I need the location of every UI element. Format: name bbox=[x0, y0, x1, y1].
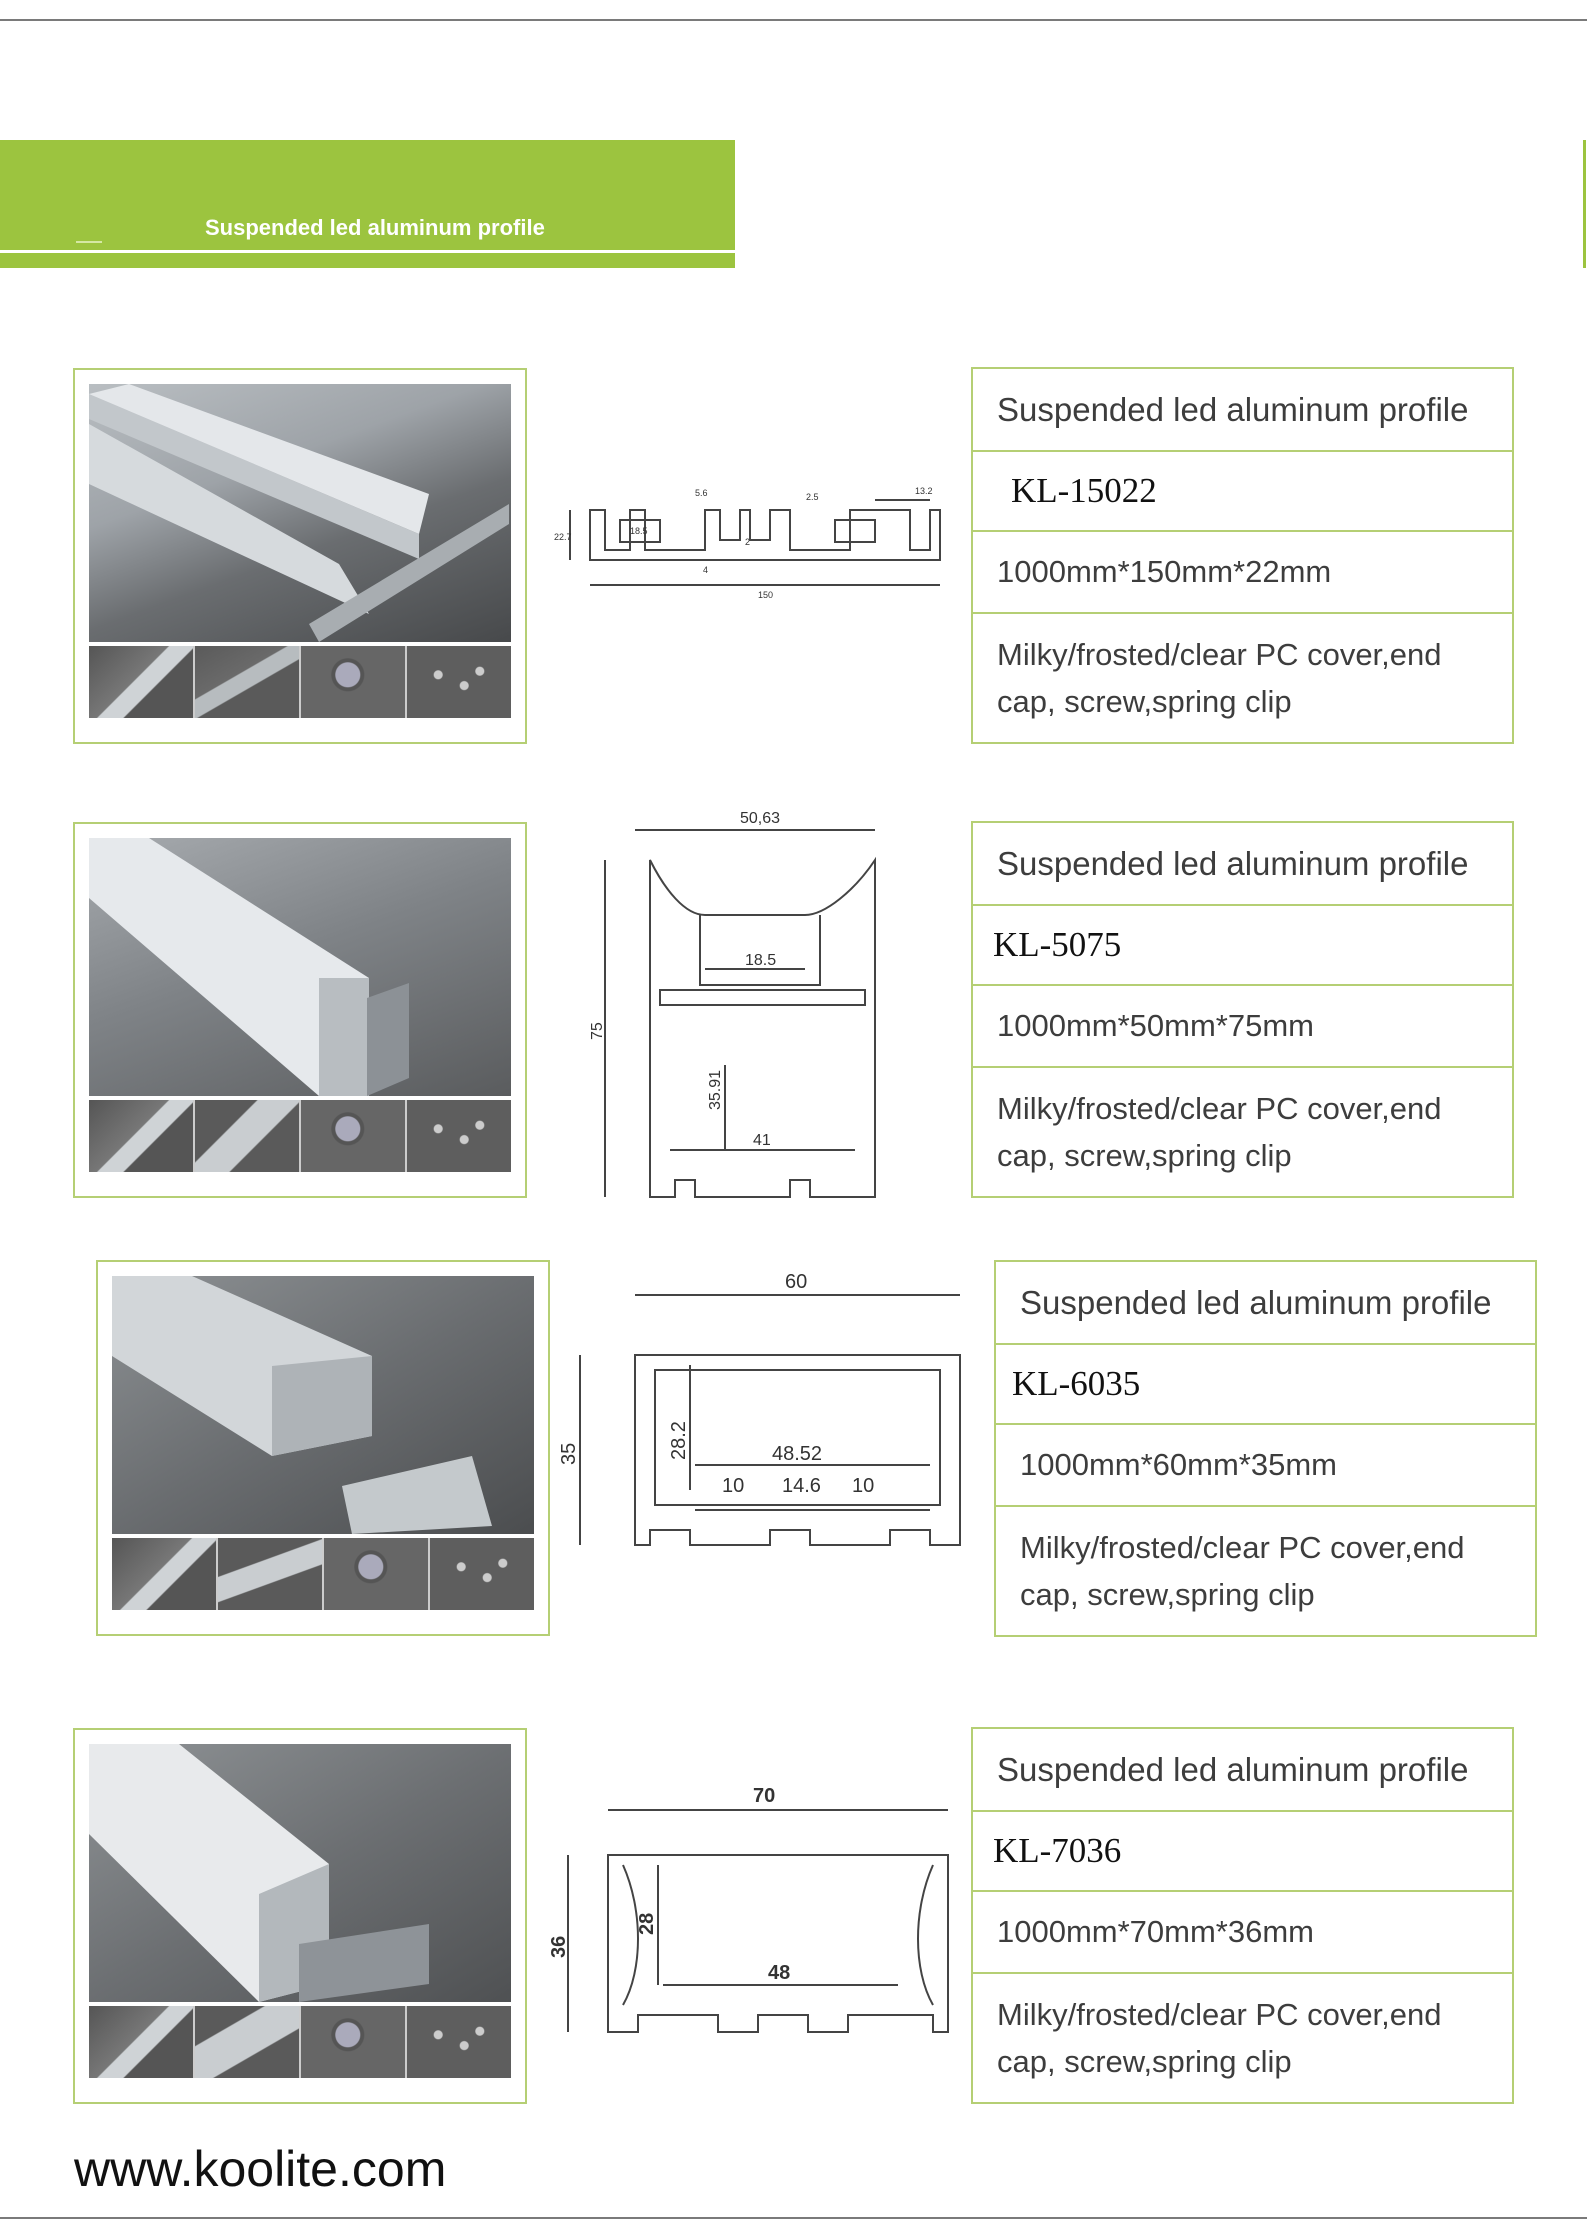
profile-drawing bbox=[589, 805, 895, 1205]
product-photo-frame bbox=[73, 368, 527, 744]
spec-accessories: Milky/frosted/clear PC cover,end cap, screw,spring clip bbox=[997, 637, 1442, 719]
drawing-label: 18.5 bbox=[630, 526, 648, 536]
endcap-thumbnail bbox=[195, 1100, 299, 1172]
spec-model: KL-5075 bbox=[973, 906, 1512, 986]
product-photo bbox=[89, 838, 511, 1096]
spec-model: KL-6035 bbox=[996, 1345, 1535, 1425]
screws-thumbnail bbox=[407, 2006, 511, 2078]
drawing-label: 5.6 bbox=[695, 488, 708, 498]
spec-category: Suspended led aluminum profile bbox=[973, 369, 1512, 452]
drawing-label: 18.5 bbox=[745, 952, 777, 969]
drawing-label: 10 bbox=[722, 1475, 745, 1497]
profile-drawing bbox=[550, 480, 950, 610]
screws-thumbnail bbox=[407, 1100, 511, 1172]
profile-drawing bbox=[560, 1270, 980, 1560]
drawing-label: 60 bbox=[785, 1271, 808, 1293]
banner-stripe bbox=[0, 253, 735, 268]
endcap-thumbnail bbox=[218, 1538, 322, 1610]
screws-thumbnail bbox=[430, 1538, 534, 1610]
top-rule bbox=[0, 19, 1587, 21]
drawing-label: 70 bbox=[753, 1785, 776, 1807]
drawing-label: 14.6 bbox=[782, 1475, 821, 1497]
spec-dimensions: 1000mm*70mm*36mm bbox=[973, 1892, 1512, 1974]
edge-mark bbox=[1583, 140, 1586, 268]
drawing-label: 2 bbox=[745, 537, 751, 547]
drawing-label: 48.52 bbox=[772, 1443, 823, 1465]
spec-model: KL-15022 bbox=[973, 452, 1512, 532]
profile-render bbox=[89, 838, 511, 1096]
drawing-label: 2.5 bbox=[806, 492, 819, 502]
website-link[interactable]: www.koolite.com bbox=[74, 2141, 447, 2197]
spec-category: Suspended led aluminum profile bbox=[973, 823, 1512, 906]
product-photo bbox=[89, 1744, 511, 2002]
endcap-thumbnail bbox=[195, 2006, 299, 2078]
drawing-label: 75 bbox=[589, 1022, 606, 1040]
drawing-label: 150 bbox=[758, 590, 774, 600]
drawing-label: 28.2 bbox=[668, 1421, 690, 1460]
product-photo bbox=[112, 1276, 534, 1534]
product-photo bbox=[89, 384, 511, 642]
profile-drawing bbox=[548, 1770, 968, 2060]
banner-title: Suspended led aluminum profile bbox=[205, 215, 545, 240]
drawing-label: 48 bbox=[768, 1962, 791, 1984]
drawing-label: 36 bbox=[548, 1935, 570, 1958]
accessory-thumbnails bbox=[112, 1538, 534, 1610]
drawing-label: 41 bbox=[753, 1132, 771, 1149]
spec-table bbox=[971, 367, 1514, 744]
drawing-label: 4 bbox=[703, 565, 709, 575]
endcap-thumbnail bbox=[195, 646, 299, 718]
spec-accessories: Milky/frosted/clear PC cover,end cap, screw,spring clip bbox=[997, 1997, 1442, 2079]
spec-accessories: Milky/frosted/clear PC cover,end cap, screw,spring clip bbox=[997, 1091, 1442, 1173]
clip-thumbnail bbox=[324, 1538, 428, 1610]
spec-model: KL-7036 bbox=[973, 1812, 1512, 1892]
accessory-thumbnails bbox=[89, 646, 511, 718]
spec-category: Suspended led aluminum profile bbox=[996, 1262, 1535, 1345]
drawing-label: 35 bbox=[558, 1442, 580, 1465]
spec-accessories: Milky/frosted/clear PC cover,end cap, screw,spring clip bbox=[1020, 1530, 1465, 1612]
spec-dimensions: 1000mm*50mm*75mm bbox=[973, 986, 1512, 1068]
cover-thumbnail bbox=[89, 1100, 193, 1172]
drawing-label: 22.7 bbox=[554, 532, 572, 542]
screws-thumbnail bbox=[407, 646, 511, 718]
drawing-label: 28 bbox=[636, 1912, 658, 1935]
drawing-label: 50,63 bbox=[740, 810, 781, 827]
profile-render bbox=[89, 1744, 511, 2002]
product-photo-frame bbox=[73, 1728, 527, 2104]
clip-thumbnail bbox=[301, 646, 405, 718]
cover-thumbnail bbox=[89, 2006, 193, 2078]
drawing-label: 10 bbox=[852, 1475, 875, 1497]
spec-category: Suspended led aluminum profile bbox=[973, 1729, 1512, 1812]
accessory-thumbnails bbox=[89, 1100, 511, 1172]
spec-table bbox=[971, 1727, 1514, 2104]
accessory-thumbnails bbox=[89, 2006, 511, 2078]
clip-thumbnail bbox=[301, 2006, 405, 2078]
clip-thumbnail bbox=[301, 1100, 405, 1172]
product-photo-frame bbox=[96, 1260, 550, 1636]
cover-thumbnail bbox=[89, 646, 193, 718]
banner-dash bbox=[76, 241, 102, 243]
drawing-label: 35.91 bbox=[707, 1069, 724, 1110]
product-photo-frame bbox=[73, 822, 527, 1198]
spec-dimensions: 1000mm*60mm*35mm bbox=[996, 1425, 1535, 1507]
bottom-rule bbox=[0, 2217, 1587, 2219]
drawing-label: 13.2 bbox=[915, 486, 933, 496]
profile-render bbox=[112, 1276, 534, 1534]
spec-table bbox=[971, 821, 1514, 1198]
cover-thumbnail bbox=[112, 1538, 216, 1610]
profile-render bbox=[89, 384, 511, 642]
spec-table bbox=[994, 1260, 1537, 1637]
spec-dimensions: 1000mm*150mm*22mm bbox=[973, 532, 1512, 614]
